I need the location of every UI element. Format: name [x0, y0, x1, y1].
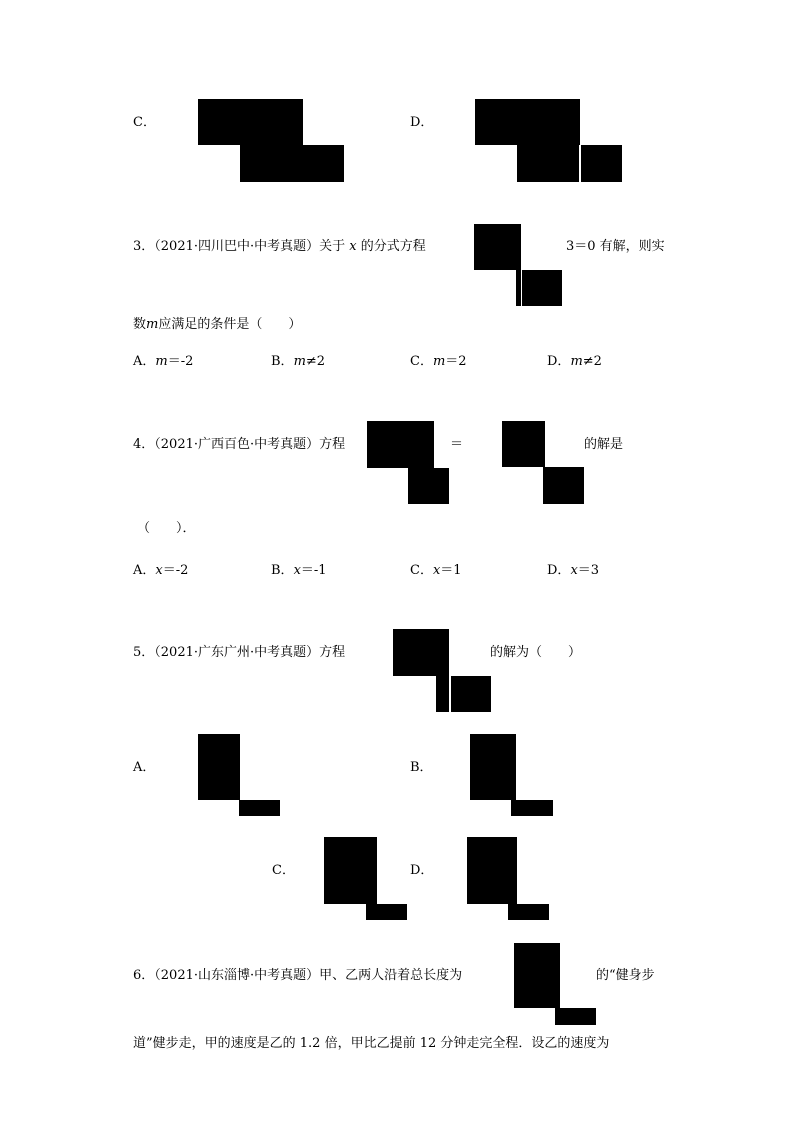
q5-stem-lead: 5．（2021·广东广州·中考真题）方程	[133, 645, 346, 660]
q6-stem-lead: 6．（2021·山东淄博·中考真题）甲、乙两人沿着总长度为	[133, 968, 463, 983]
q3-option-c-label: C．	[410, 354, 433, 369]
q5-option-c-label: C．	[272, 863, 295, 878]
q4-equals-sign: ＝	[450, 437, 464, 452]
q4-option-b-var: x	[293, 563, 301, 578]
q5-option-b-label: B．	[410, 760, 433, 775]
q2-option-d-label: D．	[410, 115, 434, 130]
q4-option-d-var: x	[570, 563, 578, 578]
q4-stem-lead: 4．（2021·广西百色·中考真题）方程	[133, 437, 346, 452]
q4-option-b-label: B．	[271, 563, 294, 578]
q3-option-b-label: B．	[271, 354, 294, 369]
q4-answer-paren: （ ）．	[137, 521, 196, 536]
q4-option-a	[133, 563, 188, 579]
q3-stem-mid: 的分式方程	[360, 239, 426, 254]
q4-option-c-label: C．	[410, 563, 433, 578]
q3-stem-tail: 3＝0 有解，则实	[566, 239, 665, 254]
q4-option-a-var: x	[155, 563, 163, 578]
q3-option-d	[547, 354, 602, 370]
q2-option-c-label: C．	[133, 115, 156, 130]
q3-option-b-var: m	[293, 354, 306, 369]
q3-stem-line1	[133, 239, 426, 255]
q3-option-a	[133, 354, 193, 370]
q3-option-a-var: m	[155, 354, 168, 369]
q5-option-d-label: D．	[410, 863, 434, 878]
q6-stem-tail: 的“健身步	[596, 968, 655, 983]
q4-option-c-var: x	[432, 563, 441, 578]
q4-option-c	[410, 563, 462, 579]
q3-option-a-rel: ＝-2	[167, 354, 194, 369]
q5-stem-tail: 的解为（ ）	[490, 645, 582, 660]
q3-option-b	[271, 354, 325, 370]
q4-option-a-rel: ＝-2	[162, 563, 189, 578]
q4-stem-tail: 的解是	[584, 437, 624, 452]
q4-option-c-rel: ＝1	[440, 563, 462, 578]
q4-option-b-rel: ＝-1	[300, 563, 327, 578]
q4-option-d	[547, 563, 599, 579]
q4-option-a-label: A．	[133, 563, 156, 578]
q4-option-d-label: D．	[547, 563, 571, 578]
q3-variable-x: x	[349, 239, 357, 254]
q3-variable-m: m	[146, 317, 159, 332]
q4-option-b	[271, 563, 327, 579]
q5-option-a-label: A．	[133, 760, 156, 775]
q3-stem-lead: 3．（2021·四川巴中·中考真题）关于	[133, 239, 346, 254]
q3-option-b-rel: ≠2	[305, 354, 326, 369]
q3-stem-line2	[133, 317, 301, 333]
q3-stem-line2-lead: 数	[133, 317, 147, 332]
q3-option-d-label: D．	[547, 354, 571, 369]
q3-option-d-var: m	[570, 354, 583, 369]
q3-stem-line2-tail: 应满足的条件是（ ）	[158, 317, 302, 332]
q3-option-c-var: m	[432, 354, 446, 369]
q3-option-c	[410, 354, 467, 370]
q3-option-a-label: A．	[133, 354, 156, 369]
q3-option-d-rel: ≠2	[582, 354, 602, 369]
q3-option-c-rel: ＝2	[445, 354, 467, 369]
q4-option-d-rel: ＝3	[577, 563, 600, 578]
q6-stem-line2: 道”健步走，甲的速度是乙的 1.2 倍，甲比乙提前 12 分钟走完全程．设乙的速度为	[133, 1036, 610, 1051]
